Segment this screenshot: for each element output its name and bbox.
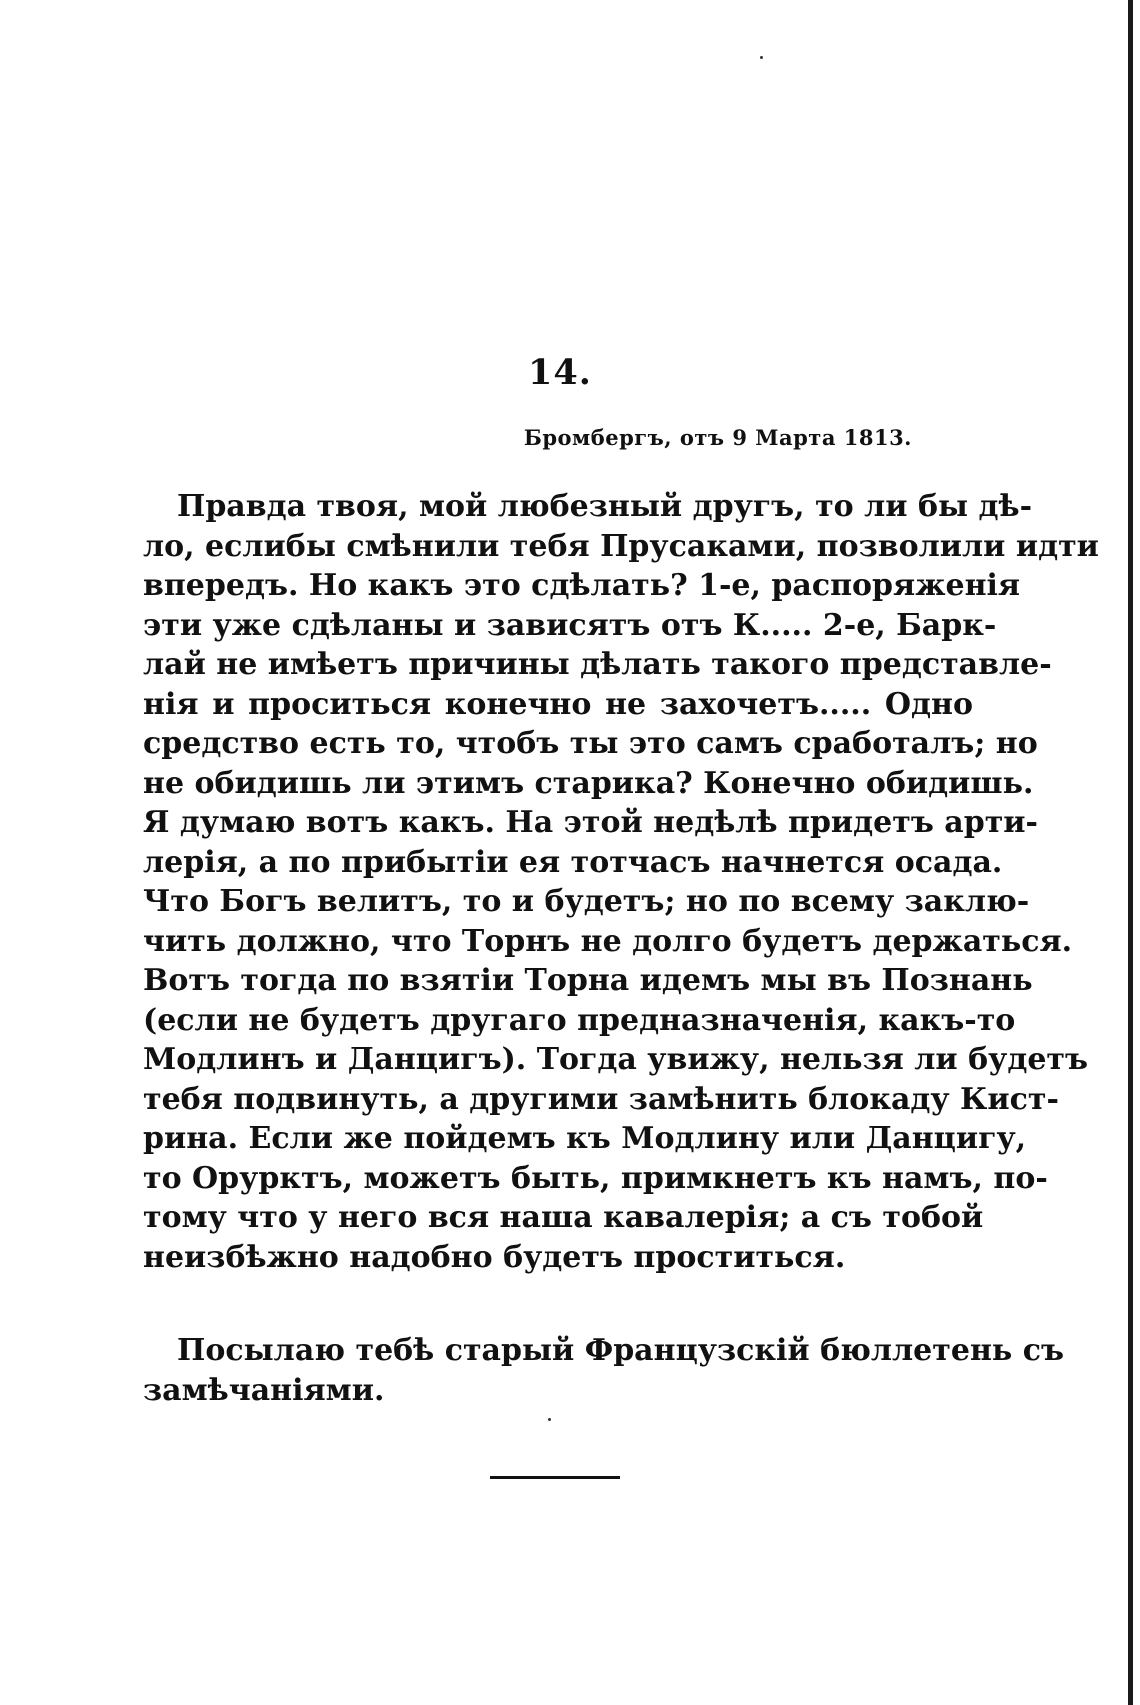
text-line: нія и проситься конечно не захочетъ..... Одно xyxy=(143,686,973,722)
text-line: то Орурктъ, можетъ быть, примкнетъ къ намъ, по- xyxy=(143,1160,1048,1196)
text-line: Правда твоя, мой любезный другъ, то ли бы дѣ- xyxy=(177,489,1033,524)
page-edge-line xyxy=(1128,0,1133,1705)
text-line: Вотъ тогда по взятіи Торна идемъ мы въ Познань xyxy=(143,963,1033,998)
dateline: Бромбергъ, отъ 9 Марта 1813. xyxy=(523,425,912,450)
text-line: лерія, а по прибытіи ея тотчасъ начнется осада. xyxy=(143,844,1003,880)
text-line: впередъ. Но какъ это сдѣлать? 1-е, распоряженія xyxy=(143,568,1021,603)
text-line: Я думаю вотъ какъ. На этой недѣлѣ придетъ арти- xyxy=(143,805,1039,840)
text-line: замѣчаніями. xyxy=(143,1372,385,1408)
text-line: ло, еслибы смѣнили тебя Прусаками, позволили идти xyxy=(143,528,1099,564)
closing-divider xyxy=(490,1476,620,1479)
text-line: Что Богъ велитъ, то и будетъ; но по всему заклю- xyxy=(143,884,1030,919)
text-line: чить должно, что Торнъ не долго будетъ держаться. xyxy=(143,923,1073,959)
text-line: тебя подвинуть, а другими замѣнить блокаду Кист- xyxy=(143,1081,1059,1117)
text-line: не обидишь ли этимъ старика? Конечно обидишь. xyxy=(143,765,1034,801)
text-line: эти уже сдѣланы и зависятъ отъ К..... 2-е, Барк- xyxy=(143,607,997,643)
scan-speck xyxy=(548,1418,551,1421)
text-line: неизбѣжно надобно будетъ проститься. xyxy=(143,1239,846,1275)
letter-number: 14. xyxy=(528,352,592,393)
text-line: (если не будетъ другаго предназначенія, какъ-то xyxy=(143,1002,1016,1038)
text-line: Посылаю тебѣ старый Французскій бюллетень съ xyxy=(177,1333,1064,1368)
scan-speck xyxy=(760,56,763,59)
text-line: Модлинъ и Данцигъ). Тогда увижу, нельзя ли будетъ xyxy=(143,1042,1089,1077)
paragraph-1 xyxy=(143,487,1099,1277)
text-line: рина. Если же пойдемъ къ Модлину или Данцигу, xyxy=(143,1121,1027,1156)
text-line: средство есть то, чтобъ ты это самъ сработалъ; но xyxy=(143,726,1038,761)
paragraph-2 xyxy=(143,1331,1064,1410)
text-line: лай не имѣетъ причины дѣлать такого представле- xyxy=(143,647,1052,682)
text-line: тому что у него вся наша кавалерія; а съ тобой xyxy=(143,1200,984,1235)
